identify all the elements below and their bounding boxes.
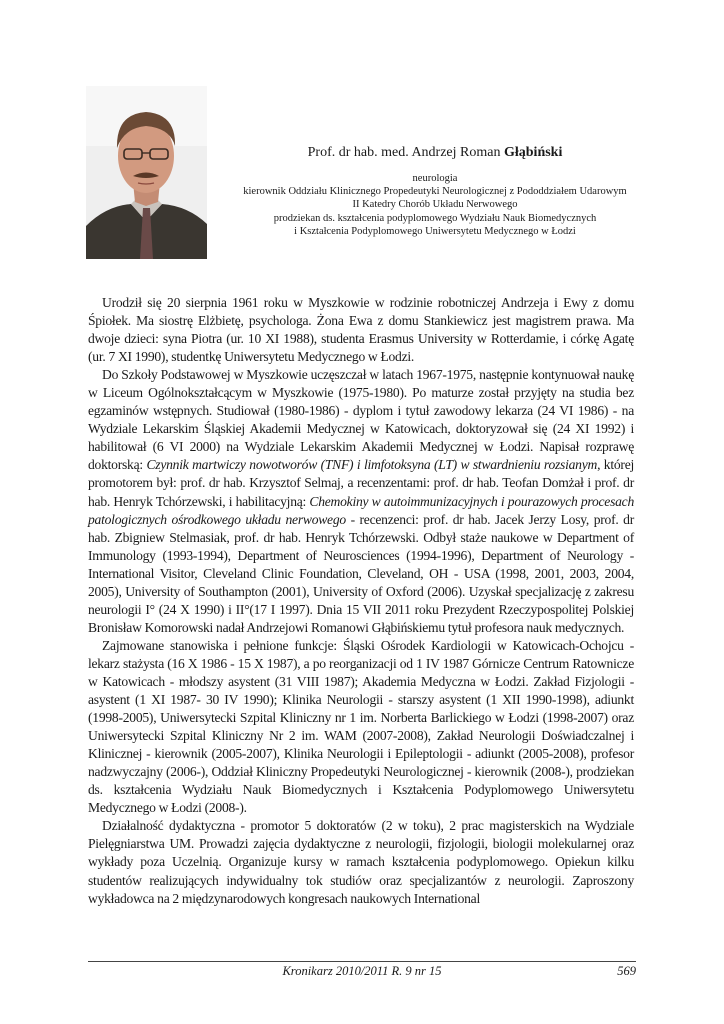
education-text: Do Szkoły Podstawowej w Myszkowie uczęszczał w latach 1967-1975, następnie kontynuował naukę w Liceum Ogólnokształcącym w Myszkowie (1975-1980). Po maturze został przyjęty na studia bez egzaminów wstępnych. Studiował (1980-1986) - dyplom i tytuł zawodowy lekarza (24 VI 1986) - na Wydziale Lekarskim Śląskiej Akademii Medycznej w Katowicach, doktoryzował się (24 XI 1992) i habilitował (6 VI 2000) na Wydziale Lekarskim Akademii Medycznej w Łodzi. Napisał rozprawę doktorską: bbox=[88, 367, 634, 473]
footer-divider bbox=[88, 961, 636, 962]
roles-list bbox=[216, 172, 654, 238]
name-surname: Głąbiński bbox=[503, 145, 563, 160]
doctoral-thesis-title: Czynnik martwiczy nowotworów (TNF) i limfotoksyna (LT) w stwardnieniu rozsianym bbox=[146, 457, 598, 473]
name-prefix: Prof. dr hab. med. Andrzej Roman bbox=[307, 145, 504, 160]
role-line: prodziekan ds. kształcenia podyplomowego Wydziału Nauk Biomedycznych bbox=[273, 212, 597, 224]
role-line: i Kształcenia Podyplomowego Uniwersytetu Medycznego w Łodzi bbox=[294, 225, 576, 237]
role-line: II Katedry Chorób Układu Nerwowego bbox=[352, 199, 518, 211]
person-name bbox=[216, 144, 654, 162]
paragraph-positions: Zajmowane stanowiska i pełnione funkcje: Śląski Ośrodek Kardiologii w Katowicach-Ochojcu - lekarz stażysta (16 X 1986 - 15 X 1987), a po reorganizacji od 1 IV 1987 Górnicze Centrum Ratownicze w Katowicach - młodszy asystent (31 VIII 1987); Akademia Medyczna w Łodzi. Zakład Fizjologii - asystent (1 XI 1987- 30 IV 1990); Klinika Neurologii - starszy asystent (1 XII 1990-1998), adiunkt (1998-2005), Uniwersytecki Szpital Kliniczny nr 1 im. Norberta Barlickiego w Łodzi (1998-2007) oraz Uniwersytecki Szpital Kliniczny Nr 2 im. WAM (2007-2008), Zakład Neurologii Doświadczalnej i Klinicznej - kierownik (2005-2007), Klinika Neurologii i Epileptologii - adiunkt (2005-2008), profesor nadzwyczajny (2006-), Oddział Kliniczny Propedeutyki Neurologicznej - kierownik (2008-), prodziekan ds. kształcenia Wydziału Nauk Biomedycznych i Kształcenia Podyplomowego Uniwersytetu Medycznego w Łodzi (2008-). bbox=[88, 637, 634, 816]
role-line: kierownik Oddziału Klinicznego Propedeutyki Neurologicznej z Pododdziałem Udarowym bbox=[243, 186, 627, 198]
portrait-photo bbox=[86, 86, 207, 259]
paragraph-education bbox=[88, 366, 634, 637]
habilitation-title: Chemokiny w autoimmunizacyjnych i pourazowych procesach patologicznych ośrodkowego układu nerwowego bbox=[88, 493, 634, 527]
education-text: - recenzenci: prof. dr hab. Jacek Jerzy Losy, prof. dr hab. Zbigniew Stelmasiak, prof. dr hab. Henryk Tchórzewski. Odbył staże naukowe w Department of Immunology (1993-1994), Department of Neurosciences (1994-1996), Department of Neurology - International Visitor, Cleveland Clinic Foundation, Cleveland, OH - USA (1998, 2001, 2003, 2004, 2005), University of Southampton (2001), University of Oxford (2006). Uzyskał specjalizację z zakresu neurologii I° (24 X 1990) i II°(17 I 1997). Dnia 15 VII 2011 roku Prezydent Rzeczypospolitej Polskiej Bronisław Komorowski nadał Andrzejowi Romanowi Głąbińskiemu tytuł profesora nauk medycznych. bbox=[88, 511, 634, 635]
role-line: neurologia bbox=[412, 173, 458, 184]
paragraph-teaching: Działalność dydaktyczna - promotor 5 doktoratów (2 w toku), 2 prac magisterskich na Wydziale Pielęgniarstwa UM. Prowadzi zajęcia dydaktyczne z neurologii, fizjologii, biologii molekularnej oraz wykłady poza Uczelnią. Organizuje kursy w ramach kształcenia podyplomowego. Opiekun kilku studentów realizujących indywidualny tok studiów oraz specjalizantów z neurologii. Zaproszony wykładowca na 2 międzynarodowych kongresach naukowych International bbox=[88, 818, 634, 906]
education-text: , której promotorem był: prof. dr hab. Krzysztof Selmaj, a recenzentami: prof. dr hab. Teofan Domżał i prof. dr hab. Henryk Tchórzewski, i habilitacyjną: bbox=[88, 457, 635, 509]
paragraph-family: Urodził się 20 sierpnia 1961 roku w Myszkowie w rodzinie robotniczej Andrzeja i Ewy z domu Śpiołek. Ma siostrę Elżbietę, psychologa. Żona Ewa z domu Stankiewicz jest magistrem prawa. Ma dwoje dzieci: syna Piotra (ur. 10 XI 1988), studenta Erasmus University w Rotterdamie, i córkę Agatę (ur. 7 XI 1990), studentkę Uniwersytetu Medycznego w Łodzi. bbox=[88, 295, 634, 365]
journal-citation: Kronikarz 2010/2011 R. 9 nr 15 bbox=[282, 964, 442, 978]
page-number: 569 bbox=[617, 964, 636, 978]
biography-text bbox=[88, 294, 634, 908]
profile-header bbox=[216, 144, 654, 238]
